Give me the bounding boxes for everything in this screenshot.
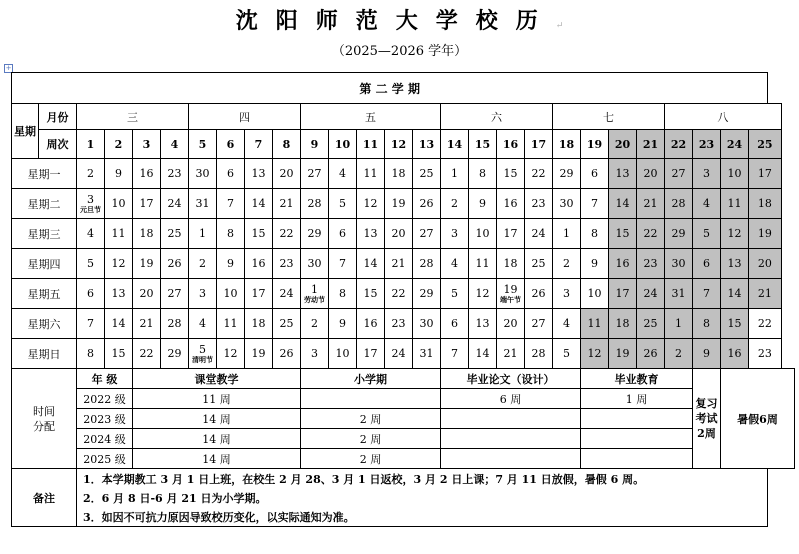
date-cell: 26 — [637, 339, 665, 369]
date-cell: 15 — [357, 279, 385, 309]
holiday-date-cell — [497, 279, 525, 309]
date-cell: 20 — [273, 159, 301, 189]
allocation-thesis-cell — [441, 409, 581, 429]
date-cell: 17 — [609, 279, 637, 309]
date-cell: 4 — [77, 219, 105, 249]
date-cell: 25 — [637, 309, 665, 339]
date-cell: 2 — [77, 159, 105, 189]
date-cell: 21 — [273, 189, 301, 219]
date-cell: 10 — [105, 189, 133, 219]
date-cell: 14 — [357, 249, 385, 279]
allocation-header: 小学期 — [301, 369, 441, 389]
weekday-label: 星期二 — [12, 189, 77, 219]
holiday-date-cell — [77, 189, 105, 219]
week-number-cell: 16 — [497, 130, 525, 159]
date-cell: 20 — [133, 279, 161, 309]
table-move-handle-icon[interactable]: + — [5, 64, 12, 72]
allocation-thesis-cell: 6 周 — [441, 389, 581, 409]
allocation-small-cell: 2 周 — [301, 409, 441, 429]
date-cell: 15 — [105, 339, 133, 369]
date-cell: 15 — [609, 219, 637, 249]
date-cell: 6 — [329, 219, 357, 249]
date-cell: 20 — [385, 219, 413, 249]
date-cell: 9 — [693, 339, 721, 369]
date-cell: 12 — [105, 249, 133, 279]
date-cell: 14 — [245, 189, 273, 219]
date-cell: 9 — [581, 249, 609, 279]
date-cell: 28 — [161, 309, 189, 339]
date-cell: 8 — [693, 309, 721, 339]
month-cell: 四 — [189, 104, 301, 130]
date-cell: 25 — [161, 219, 189, 249]
allocation-grade-cell: 2025 级 — [77, 449, 133, 469]
date-cell: 26 — [161, 249, 189, 279]
date-cell: 4 — [693, 189, 721, 219]
date-cell: 10 — [329, 339, 357, 369]
date-cell: 22 — [385, 279, 413, 309]
date-cell: 10 — [721, 159, 749, 189]
date-cell: 7 — [693, 279, 721, 309]
date-cell: 1 — [553, 219, 581, 249]
allocation-grade-cell: 2022 级 — [77, 389, 133, 409]
date-cell: 18 — [497, 249, 525, 279]
date-cell: 5 — [77, 249, 105, 279]
date-cell: 29 — [665, 219, 693, 249]
date-cell: 25 — [525, 249, 553, 279]
month-header: 月份 — [39, 104, 77, 130]
week-number-cell: 20 — [609, 130, 637, 159]
weekday-label: 星期三 — [12, 219, 77, 249]
date-cell: 17 — [497, 219, 525, 249]
date-cell: 20 — [637, 159, 665, 189]
date-cell: 12 — [469, 279, 497, 309]
date-cell: 29 — [413, 279, 441, 309]
date-cell: 1 — [189, 219, 217, 249]
date-cell: 18 — [749, 189, 782, 219]
allocation-label — [12, 369, 77, 469]
date-cell: 16 — [133, 159, 161, 189]
allocation-small-cell — [301, 389, 441, 409]
weekday-label: 星期一 — [12, 159, 77, 189]
date-number: 19 — [503, 282, 518, 296]
date-cell: 29 — [301, 219, 329, 249]
date-cell: 10 — [217, 279, 245, 309]
date-cell: 28 — [525, 339, 553, 369]
date-cell: 26 — [273, 339, 301, 369]
date-cell: 21 — [637, 189, 665, 219]
date-cell: 23 — [385, 309, 413, 339]
date-cell: 30 — [553, 189, 581, 219]
date-cell: 29 — [161, 339, 189, 369]
date-cell: 17 — [133, 189, 161, 219]
allocation-header: 课堂教学 — [133, 369, 301, 389]
date-cell: 9 — [105, 159, 133, 189]
date-cell: 30 — [301, 249, 329, 279]
date-cell: 21 — [749, 279, 782, 309]
date-cell: 31 — [665, 279, 693, 309]
allocation-thesis-cell — [441, 449, 581, 469]
date-cell: 23 — [749, 339, 782, 369]
date-cell: 12 — [357, 189, 385, 219]
date-cell: 11 — [105, 219, 133, 249]
allocation-teach-cell: 14 周 — [133, 409, 301, 429]
date-cell: 12 — [217, 339, 245, 369]
date-cell: 7 — [441, 339, 469, 369]
week-number-cell: 10 — [329, 130, 357, 159]
calendar-table — [11, 72, 795, 527]
allocation-grade-cell: 2023 级 — [77, 409, 133, 429]
week-number-cell: 24 — [721, 130, 749, 159]
date-number: 1 — [311, 282, 318, 296]
date-cell: 17 — [245, 279, 273, 309]
date-cell: 22 — [133, 339, 161, 369]
date-cell: 22 — [525, 159, 553, 189]
week-number-cell: 2 — [105, 130, 133, 159]
date-cell: 12 — [581, 339, 609, 369]
month-cell: 七 — [553, 104, 665, 130]
summer-cell: 暑假6周 — [721, 369, 795, 469]
allocation-header: 年 级 — [77, 369, 133, 389]
date-cell: 10 — [469, 219, 497, 249]
date-cell: 22 — [273, 219, 301, 249]
date-cell: 10 — [581, 279, 609, 309]
date-cell: 20 — [749, 249, 782, 279]
holiday-label: 端午节 — [500, 295, 521, 304]
allocation-grad-cell — [581, 449, 693, 469]
date-cell: 24 — [385, 339, 413, 369]
date-number: 5 — [199, 342, 206, 356]
date-cell: 18 — [385, 159, 413, 189]
date-cell: 2 — [441, 189, 469, 219]
date-cell: 2 — [301, 309, 329, 339]
date-cell: 6 — [693, 249, 721, 279]
date-cell: 30 — [189, 159, 217, 189]
date-cell: 29 — [553, 159, 581, 189]
date-cell: 27 — [301, 159, 329, 189]
date-cell: 23 — [161, 159, 189, 189]
week-number-cell: 19 — [581, 130, 609, 159]
date-cell: 4 — [553, 309, 581, 339]
holiday-label: 劳动节 — [304, 295, 325, 304]
week-number-cell: 15 — [469, 130, 497, 159]
date-cell: 5 — [441, 279, 469, 309]
date-cell: 3 — [189, 279, 217, 309]
date-cell: 3 — [301, 339, 329, 369]
weekday-label: 星期四 — [12, 249, 77, 279]
holiday-label: 清明节 — [192, 355, 213, 364]
allocation-label-line: 分配 — [33, 419, 55, 433]
holiday-date-cell — [301, 279, 329, 309]
note-line: 1．本学期教工 3 月 1 日上班，在校生 2 月 28、3 月 1 日返校，3 月 2 日上课；7 月 11 日放假，暑假 6 周。 — [77, 469, 768, 489]
holiday-label: 元旦节 — [80, 205, 101, 214]
page-title: 沈阳师范大学校历↵ — [235, 8, 564, 34]
date-cell: 20 — [497, 309, 525, 339]
date-cell: 16 — [245, 249, 273, 279]
note-line: 3．如因不可抗力原因导致校历变化，以实际通知为准。 — [77, 507, 768, 527]
date-cell: 14 — [609, 189, 637, 219]
date-cell: 16 — [721, 339, 749, 369]
notes-label: 备注 — [12, 469, 77, 527]
allocation-header: 毕业论文（设计） — [441, 369, 581, 389]
month-cell: 六 — [441, 104, 553, 130]
date-cell: 23 — [637, 249, 665, 279]
date-cell: 6 — [441, 309, 469, 339]
date-cell: 15 — [721, 309, 749, 339]
date-cell: 18 — [133, 219, 161, 249]
date-cell: 2 — [665, 339, 693, 369]
allocation-teach-cell: 14 周 — [133, 429, 301, 449]
date-cell: 4 — [441, 249, 469, 279]
holiday-date-cell — [189, 339, 217, 369]
week-number-cell: 13 — [413, 130, 441, 159]
week-number-cell: 18 — [553, 130, 581, 159]
date-cell: 5 — [693, 219, 721, 249]
week-number-cell: 9 — [301, 130, 329, 159]
date-cell: 23 — [273, 249, 301, 279]
weekday-label: 星期五 — [12, 279, 77, 309]
date-cell: 16 — [497, 189, 525, 219]
week-number-cell: 1 — [77, 130, 105, 159]
date-cell: 14 — [721, 279, 749, 309]
date-cell: 25 — [273, 309, 301, 339]
note-line: 2．6 月 8 日-6 月 21 日为小学期。 — [77, 488, 768, 507]
date-cell: 4 — [329, 159, 357, 189]
date-cell: 13 — [469, 309, 497, 339]
date-cell: 7 — [581, 189, 609, 219]
date-cell: 12 — [721, 219, 749, 249]
date-cell: 30 — [665, 249, 693, 279]
allocation-grad-cell: 1 周 — [581, 389, 693, 409]
date-cell: 28 — [665, 189, 693, 219]
date-cell: 11 — [217, 309, 245, 339]
allocation-label-line: 时间 — [33, 404, 55, 418]
date-cell: 17 — [749, 159, 782, 189]
date-cell: 11 — [581, 309, 609, 339]
date-cell: 5 — [329, 189, 357, 219]
date-cell: 7 — [77, 309, 105, 339]
week-number-cell: 12 — [385, 130, 413, 159]
allocation-grad-cell — [581, 409, 693, 429]
review-exam-cell: 复习考试2周 — [693, 369, 721, 469]
weekday-header: 星期 — [12, 104, 39, 159]
week-number-cell: 11 — [357, 130, 385, 159]
date-cell: 15 — [497, 159, 525, 189]
allocation-grade-cell: 2024 级 — [77, 429, 133, 449]
month-cell: 五 — [301, 104, 441, 130]
date-cell: 3 — [693, 159, 721, 189]
week-number-cell: 25 — [749, 130, 782, 159]
date-cell: 11 — [469, 249, 497, 279]
date-cell: 23 — [525, 189, 553, 219]
allocation-small-cell: 2 周 — [301, 449, 441, 469]
date-cell: 26 — [413, 189, 441, 219]
date-cell: 21 — [497, 339, 525, 369]
week-number-cell: 5 — [189, 130, 217, 159]
date-cell: 1 — [665, 309, 693, 339]
date-cell: 19 — [133, 249, 161, 279]
date-cell: 22 — [637, 219, 665, 249]
date-cell: 3 — [553, 279, 581, 309]
date-cell: 24 — [273, 279, 301, 309]
date-cell: 13 — [105, 279, 133, 309]
date-cell: 31 — [189, 189, 217, 219]
date-cell: 26 — [525, 279, 553, 309]
week-number-cell: 3 — [133, 130, 161, 159]
date-cell: 28 — [413, 249, 441, 279]
page-subtitle: （2025—2026 学年） — [331, 44, 468, 59]
date-cell: 27 — [525, 309, 553, 339]
date-cell: 31 — [413, 339, 441, 369]
date-cell: 8 — [329, 279, 357, 309]
month-cell: 八 — [665, 104, 782, 130]
date-cell: 18 — [609, 309, 637, 339]
date-cell: 24 — [637, 279, 665, 309]
date-cell: 14 — [105, 309, 133, 339]
allocation-teach-cell: 11 周 — [133, 389, 301, 409]
week-number-cell: 17 — [525, 130, 553, 159]
date-cell: 4 — [189, 309, 217, 339]
allocation-grad-cell — [581, 429, 693, 449]
date-cell: 9 — [217, 249, 245, 279]
week-header: 周次 — [39, 130, 77, 159]
date-cell: 8 — [217, 219, 245, 249]
date-cell: 6 — [77, 279, 105, 309]
date-cell: 1 — [441, 159, 469, 189]
week-number-cell: 21 — [637, 130, 665, 159]
date-cell: 13 — [721, 249, 749, 279]
date-cell: 8 — [77, 339, 105, 369]
week-number-cell: 4 — [161, 130, 189, 159]
date-cell: 19 — [245, 339, 273, 369]
allocation-teach-cell: 14 周 — [133, 449, 301, 469]
semester-title: 第 二 学 期 — [12, 73, 768, 104]
week-number-cell: 22 — [665, 130, 693, 159]
date-cell: 30 — [413, 309, 441, 339]
date-cell: 27 — [665, 159, 693, 189]
week-number-cell: 14 — [441, 130, 469, 159]
date-cell: 2 — [189, 249, 217, 279]
week-number-cell: 8 — [273, 130, 301, 159]
date-cell: 8 — [581, 219, 609, 249]
date-cell: 19 — [609, 339, 637, 369]
allocation-small-cell: 2 周 — [301, 429, 441, 449]
date-cell: 19 — [385, 189, 413, 219]
date-cell: 9 — [329, 309, 357, 339]
date-cell: 24 — [525, 219, 553, 249]
week-number-cell: 7 — [245, 130, 273, 159]
date-cell: 13 — [245, 159, 273, 189]
date-cell: 13 — [609, 159, 637, 189]
date-cell: 27 — [413, 219, 441, 249]
week-number-cell: 23 — [693, 130, 721, 159]
date-cell: 11 — [357, 159, 385, 189]
date-cell: 9 — [469, 189, 497, 219]
date-cell: 16 — [609, 249, 637, 279]
date-cell: 21 — [385, 249, 413, 279]
date-cell: 15 — [245, 219, 273, 249]
date-number: 3 — [87, 192, 94, 206]
date-cell: 2 — [553, 249, 581, 279]
date-cell: 28 — [301, 189, 329, 219]
date-cell: 6 — [581, 159, 609, 189]
date-cell: 7 — [329, 249, 357, 279]
date-cell: 11 — [721, 189, 749, 219]
week-number-cell: 6 — [217, 130, 245, 159]
allocation-header: 毕业教育 — [581, 369, 693, 389]
date-cell: 13 — [357, 219, 385, 249]
allocation-thesis-cell — [441, 429, 581, 449]
date-cell: 6 — [217, 159, 245, 189]
weekday-label: 星期六 — [12, 309, 77, 339]
date-cell: 21 — [133, 309, 161, 339]
date-cell: 17 — [357, 339, 385, 369]
date-cell: 24 — [161, 189, 189, 219]
date-cell: 22 — [749, 309, 782, 339]
date-cell: 8 — [469, 159, 497, 189]
date-cell: 5 — [553, 339, 581, 369]
weekday-label: 星期日 — [12, 339, 77, 369]
date-cell: 25 — [413, 159, 441, 189]
date-cell: 16 — [357, 309, 385, 339]
date-cell: 19 — [749, 219, 782, 249]
date-cell: 27 — [161, 279, 189, 309]
date-cell: 7 — [217, 189, 245, 219]
date-cell: 18 — [245, 309, 273, 339]
date-cell: 3 — [441, 219, 469, 249]
month-cell: 三 — [77, 104, 189, 130]
date-cell: 14 — [469, 339, 497, 369]
